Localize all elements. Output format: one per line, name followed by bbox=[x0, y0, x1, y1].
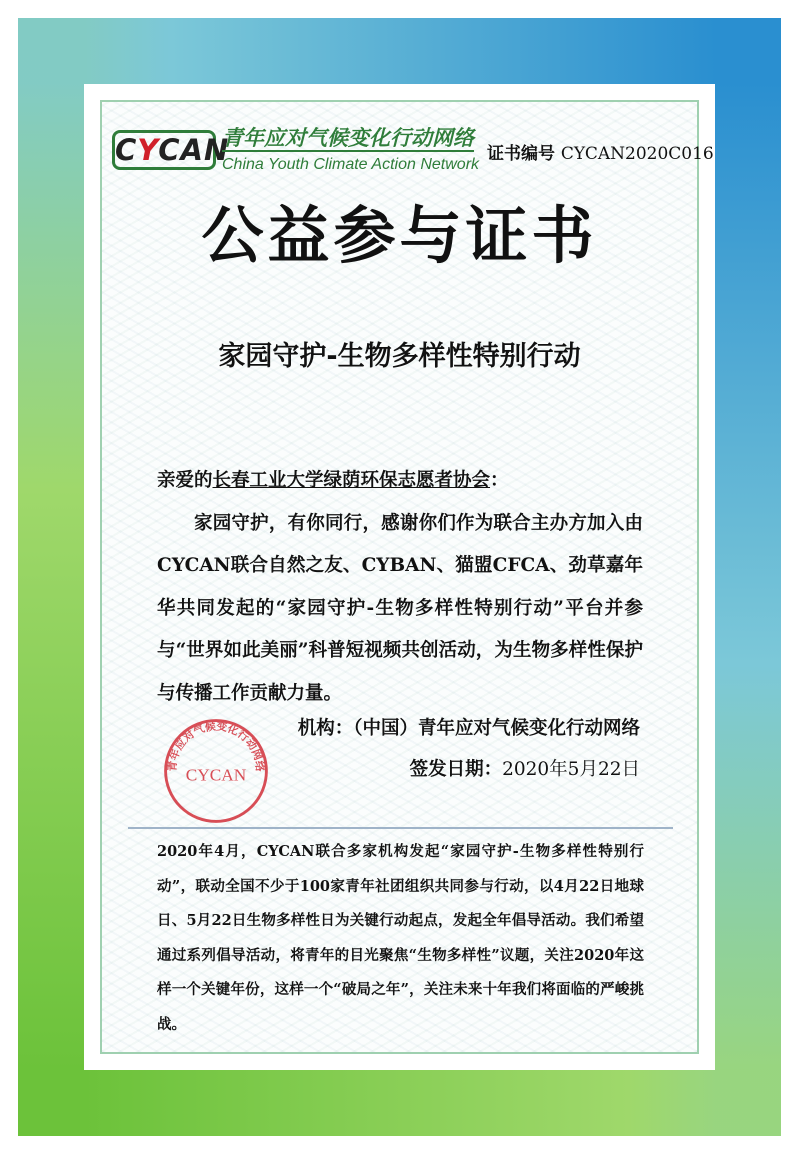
logo-mark: CYCAN bbox=[112, 130, 216, 170]
recipient-name: 长春工业大学绿荫环保志愿者协会 bbox=[212, 470, 491, 491]
issuing-organization bbox=[280, 716, 640, 742]
greeting bbox=[157, 460, 643, 503]
body-paragraph: 家园守护，有你同行，感谢你们作为联合主办方加入由CYCAN联合自然之友、CYBAN、猫盟CFCA、劲草嘉年华共同发起的“家园守护-生物多样性特别行动”平台并参与“世界如此美丽”科普短视频共创活动，为生物多样性保护与传播工作贡献力量。 bbox=[157, 512, 643, 704]
seal-arc-text: 青年应对气候变化行动网络 bbox=[165, 719, 267, 773]
official-seal-stamp bbox=[162, 717, 270, 825]
organization-label: 机构： bbox=[297, 718, 354, 739]
organization-value: （中国）青年应对气候变化行动网络 bbox=[353, 718, 640, 739]
issue-date-label: 签发日期： bbox=[409, 759, 503, 780]
seal-center-text: CYCAN bbox=[185, 765, 247, 785]
greeting-suffix: ： bbox=[490, 470, 509, 491]
cycan-logo bbox=[112, 126, 480, 176]
certificate-number-label: 证书编号 bbox=[487, 144, 555, 164]
issue-date-value: 2020年5月22日 bbox=[502, 759, 640, 780]
certificate-number bbox=[487, 139, 714, 164]
certificate-number-value: CYCAN2020C016 bbox=[560, 144, 714, 164]
certificate-body bbox=[157, 460, 643, 715]
issue-date bbox=[280, 757, 640, 783]
logo-name-cn: 青年应对气候变化行动网络 bbox=[222, 126, 474, 150]
certificate-title: 公益参与证书 bbox=[201, 199, 598, 272]
divider bbox=[128, 827, 673, 829]
campaign-description: 2020年4月，CYCAN联合多家机构发起“家园守护-生物多样性特别行动”，联动全国不少于100家青年社团组织共同参与行动，以4月22日地球日、5月22日生物多样性日为关键行动起点，发起全年倡导活动。我们希望通过系列倡导活动，将青年的目光聚焦“生物多样性”议题，关注2020年这样一个关键年份，这样一个“破局之年”，关注未来十年我们将面临的严峻挑战。 bbox=[157, 843, 644, 1033]
logo-name-en: China Youth Climate Action Network bbox=[222, 156, 480, 173]
certificate-subtitle: 家园守护-生物多样性特别行动 bbox=[218, 341, 581, 372]
greeting-prefix: 亲爱的 bbox=[157, 470, 213, 491]
